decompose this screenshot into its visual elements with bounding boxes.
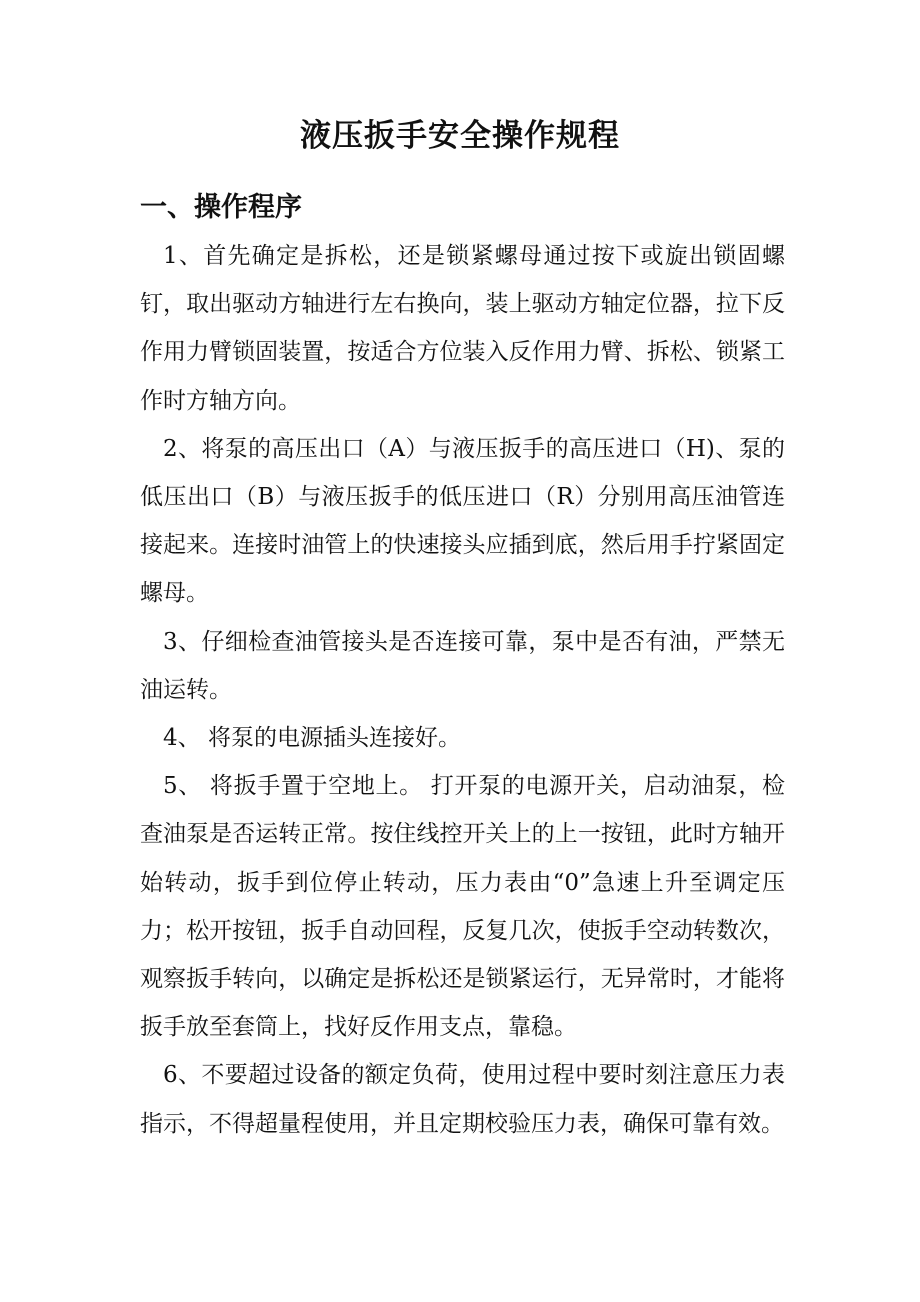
section-body <box>140 232 785 1148</box>
paragraph-step-5: 5、 将扳手置于空地上。 打开泵的电源开关，启动油泵，检查油泵是否运转正常。按住线控开关上的上一按钮，此时方轴开始转动，扳手到位停止转动，压力表由“0”急速上升至调定压力；松开按钮，扳手自动回程，反复几次，使扳手空动转数次，观察扳手转向，以确定是拆松还是锁紧运行，无异常时，才能将扳手放至套筒上，找好反作用支点，靠稳。 <box>140 773 785 1041</box>
paragraph-step-2: 2、将泵的高压出口（A）与液压扳手的高压进口（H)、泵的低压出口（B）与液压扳手的低压进口（R）分别用高压油管连接起来。连接时油管上的快速接头应插到底，然后用手拧紧固定螺母。 <box>140 435 785 607</box>
paragraph-step-4: 4、 将泵的电源插头连接好。 <box>163 725 461 752</box>
paragraph-step-6: 6、不要超过设备的额定负荷，使用过程中要时刻注意压力表指示，不得超量程使用，并且定期校验压力表，确保可靠有效。 <box>140 1062 785 1137</box>
paragraph-step-3: 3、仔细检查油管接头是否连接可靠，泵中是否有油，严禁无油运转。 <box>140 628 785 703</box>
document-title: 液压扳手安全操作规程 <box>300 118 620 154</box>
paragraph-step-1: 1、首先确定是拆松，还是锁紧螺母通过按下或旋出锁固螺钉，取出驱动方轴进行左右换向，装上驱动方轴定位器，拉下反作用力臂锁固装置，按适合方位装入反作用力臂、拆松、锁紧工作时方轴方向。 <box>140 243 785 414</box>
section-heading: 一、操作程序 <box>140 192 302 223</box>
